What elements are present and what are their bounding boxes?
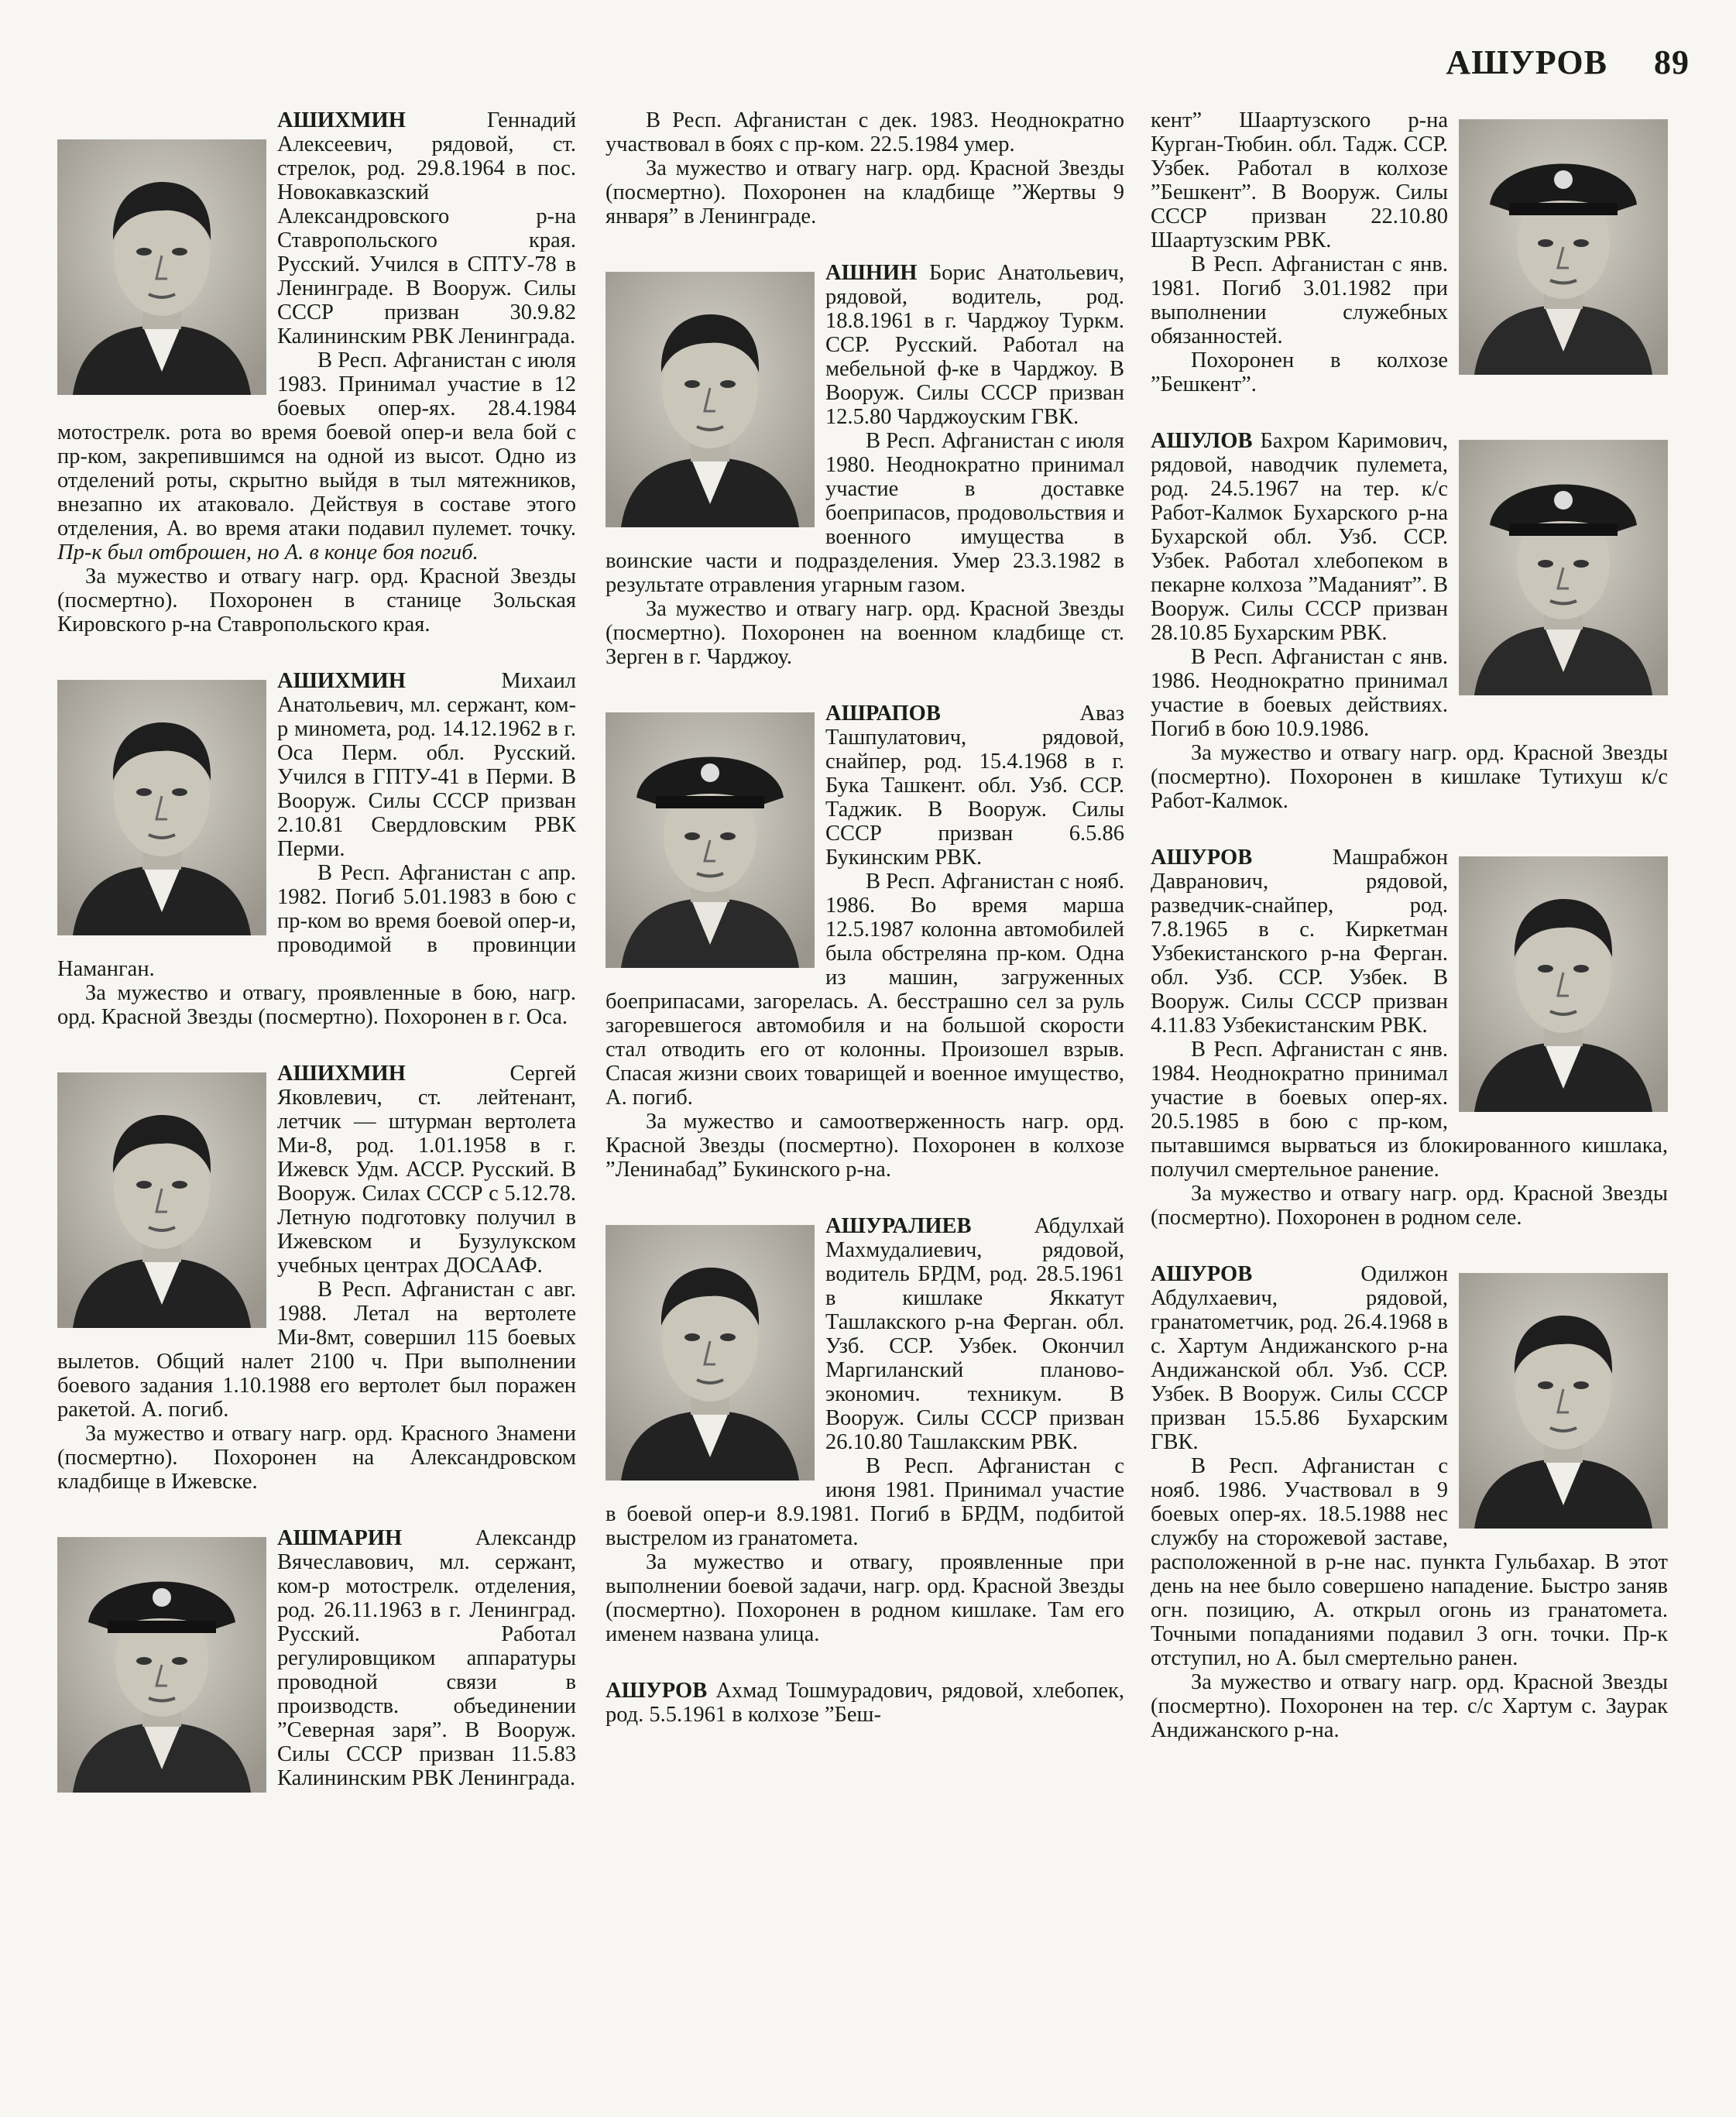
entry-award: За мужество и отвагу, проявленные в бою, нагр. орд. Красной Звезды (посмертно). Похоронен в г. Оса. <box>57 981 576 1029</box>
entry-ashurov-akhmad <box>606 1679 1124 1727</box>
photo <box>57 139 266 395</box>
entry-name: АШНИН <box>825 261 918 285</box>
entry-name: АШУЛОВ <box>1151 429 1253 453</box>
photo <box>57 1072 266 1328</box>
photo <box>1459 119 1668 375</box>
entry-ashulov <box>1151 429 1668 813</box>
entry-ashikhmin-sergey <box>57 1062 576 1494</box>
entry-award: За мужество и отвагу нагр. орд. Красной Звезды (посмертно). Похоронен на военном кладбище ст. Зерген в г. Чарджоу. <box>606 597 1124 669</box>
entry-bio: Абдулхай Махмудалиевич, рядовой, водитель БРДМ, род. 28.5.1961 в кишлаке Яккатут Ташлакского р-на Ферган. обл. Узб. ССР. Узбек. Окончил Маргиланский планово-экономич. техникум. В Вооруж. Силы СССР призван 26.10.80 Ташлакским РВК. <box>825 1214 1124 1454</box>
portrait-image <box>1459 119 1668 375</box>
entry-name: АШУРОВ <box>1151 846 1253 870</box>
photo <box>57 680 266 935</box>
entry-award: За мужество и самоотверженность нагр. орд. Красной Звезды (посмертно). Похоронен в колхозе ”Ленинабад” Букинского р-на. <box>606 1110 1124 1182</box>
header-title: АШУРОВ <box>1446 43 1607 81</box>
entry-bio: Михаил Анатольевич, мл. сержант, ком-р миномета, род. 14.12.1962 в г. Оса Перм. обл. Русский. Учился в ГПТУ-41 в Перми. В Вооруж. Силы СССР призван 2.10.81 Свердловским РВК Перми. <box>277 669 576 861</box>
entry-name: АШИХМИН <box>277 669 406 693</box>
entry-award: За мужество и отвагу нагр. орд. Красной Звезды (посмертно). Похоронен на кладбище ”Жертвы 9 января” в Ленинграде. <box>606 156 1124 228</box>
column-1 <box>57 108 576 1823</box>
portrait-image <box>57 680 266 935</box>
photo <box>606 712 815 968</box>
column-3 <box>1151 108 1668 1775</box>
photo <box>57 1537 266 1793</box>
portrait-image <box>606 272 815 527</box>
entry-service: В Респ. Афганистан с апр. 1982. Погиб 5.01.1983 в бою с пр-ком во время боевой опер-и, проводимой в провинции Наманган. <box>57 861 576 981</box>
portrait-image <box>1459 1273 1668 1529</box>
entry-award: За мужество и отвагу, проявленные при выполнении боевой задачи, нагр. орд. Красной Звезды (посмертно). Похоронен в родном кишлаке. Там его именем названа улица. <box>606 1550 1124 1646</box>
entry-name: АШУРАЛИЕВ <box>825 1214 972 1238</box>
entry-bio: Александр Вячеславович, мл. сержант, ком-р мотострелк. отделения, род. 26.11.1963 в г. Ленинград. Русский. Работал регулировщиком аппаратуры проводной связи в производств. объединении ”Северная заря”. В Вооруж. Силы СССР призван 11.5.83 Калининским РВК Ленинграда. <box>277 1526 576 1790</box>
entry-award: За мужество и отвагу нагр. орд. Красного Знамени (посмертно). Похоронен на Александровском кладбище в Ижевске. <box>57 1422 576 1494</box>
entry-service: В Респ. Афганистан с дек. 1983. Неоднократно участвовал в боях с пр-ком. 22.5.1984 умер. <box>606 108 1124 156</box>
entry-bio: Сергей Яковлевич, ст. лейтенант, летчик — штурман вертолета Ми-8, род. 1.01.1958 в г. Ижевск Удм. АССР. Русский. В Вооруж. Силах СССР с 5.12.78. Летную подготовку получил в Ижевском и Бузулукском учебных центрах ДОСААФ. <box>277 1062 576 1278</box>
entry-bio: кент” Шаартузского р-на Курган-Тюбин. обл. Тадж. ССР. Узбек. Работал в колхозе ”Бешкент”. В Вооруж. Силы СССР призван 22.10.80 Шаартузским РВК. <box>1151 108 1448 252</box>
column-2 <box>606 108 1124 1759</box>
entry-service: В Респ. Афганистан с авг. 1988. Летал на вертолете Ми-8мт, совершил 115 боевых вылетов. Общий налет 2100 ч. При выполнении боевого задания 1.10.1988 его вертолет был поражен ракетой. А. погиб. <box>57 1278 576 1422</box>
entry-service: В Респ. Афганистан с июля 1980. Неоднократно принимал участие в доставке боеприпасов, продовольствия и военного имущества в воинские части и подразделения. Умер 23.3.1982 в результате отравления угарным газом. <box>606 429 1124 597</box>
entry-name: АШМАРИН <box>277 1526 403 1550</box>
entry-service: В Респ. Афганистан с янв. 1986. Неоднократно принимал участие в боевых действиях. Погиб в бою 10.9.1986. <box>1151 645 1448 741</box>
entry-award: За мужество и отвагу нагр. орд. Красной Звезды (посмертно). Похоронен в станице Зольская Кировского р-на Ставропольского края. <box>57 564 576 636</box>
entry-service-italic: Пр-к был отброшен, но А. в конце боя погиб. <box>57 540 479 564</box>
entry-ashikhmin-mikhail <box>57 669 576 1029</box>
entry-burial: Похоронен в колхозе ”Бешкент”. <box>1151 348 1448 396</box>
photo <box>606 1225 815 1481</box>
entry-bio: Борис Анатольевич, рядовой, водитель, род. 18.8.1961 в г. Чарджоу Туркм. ССР. Русский. Работал на мебельной ф-ке в Чарджоу. В Вооруж. Силы СССР призван 12.5.80 Чарджоуским ГВК. <box>825 261 1124 429</box>
portrait-image <box>57 1537 266 1793</box>
entry-ashrapov <box>606 702 1124 1182</box>
entry-ashuraliev <box>606 1214 1124 1646</box>
entry-service: В Респ. Афганистан с янв. 1984. Неоднократно принимал участие в боевых опер-ях. 20.5.1985 в бою с пр-ком, пытавшимся вырваться из блокированного кишлака, получил смертельное ранение. <box>1151 1038 1668 1182</box>
entry-ashmarin <box>57 1526 576 1790</box>
portrait-image <box>606 1225 815 1481</box>
photo <box>606 272 815 527</box>
portrait-image <box>606 712 815 968</box>
entry-name: АШРАПОВ <box>825 702 941 726</box>
entry-bio: Ахмад Тошмурадович, рядовой, хлебопек, род. 5.5.1961 в колхозе ”Беш- <box>606 1679 1125 1727</box>
entry-ashikhmin-gennadiy <box>57 108 576 636</box>
photo <box>1459 440 1668 695</box>
entry-name: АШИХМИН <box>277 108 406 132</box>
entry-ashnin <box>606 261 1124 669</box>
entry-service: В Респ. Афганистан с июня 1981. Принимал участие в боевой опер-и 8.9.1981. Погиб в БРДМ, подбитой выстрелом из гранатомета. <box>606 1454 1124 1550</box>
entry-service: В Респ. Афганистан с нояб. 1986. Во время марша 12.5.1987 колонна автомобилей была обстреляна пр-ком. Одна из машин, загруженных боеприпасами, загорелась. А. бесстрашно сел за руль загоревшегося автомобиля и на большой скорости стал отводить его от колонны. Произошел взрыв. Спасая жизни своих товарищей и военное имущество, А. погиб. <box>606 870 1124 1110</box>
entry-ashurov-mashrabzhon <box>1151 846 1668 1230</box>
entry-service: В Респ. Афганистан с нояб. 1986. Участвовал в 9 боевых опер-ях. 18.5.1988 нес службу на сторожевой заставе, расположенной в р-не нас. пункта Гульбахар. В этот день на нее было совершено нападение. Быстро заняв огн. позицию, А. открыл огонь из гранатомета. Точными попаданиями подавил 3 огн. точки. Пр-к отступил, но А. был смертельно ранен. <box>1151 1454 1668 1670</box>
portrait-image <box>57 139 266 395</box>
entry-service: В Респ. Афганистан с янв. 1981. Погиб 3.01.1982 при выполнении служебных обязанностей. <box>1151 252 1448 348</box>
entry-bio: Машрабжон Давранович, рядовой, разведчик-снайпер, род. 7.8.1965 в с. Киркетман Узбекистанского р-на Ферган. обл. Узб. ССР. Узбек. В Вооруж. Силы СССР призван 4.11.83 Узбекистанским РВК. <box>1151 846 1448 1038</box>
entry-award: За мужество и отвагу нагр. орд. Красной Звезды (посмертно). Похоронен в кишлаке Тутихуш к/с Работ-Калмок. <box>1151 741 1668 813</box>
entry-bio: Аваз Ташпулатович, рядовой, снайпер, род. 15.4.1968 в г. Бука Ташкент. обл. Узб. ССР. Таджик. В Вооруж. Силы СССР призван 6.5.86 Букинским РВК. <box>825 702 1124 870</box>
entry-name: АШУРОВ <box>606 1679 708 1703</box>
page-number: 89 <box>1654 43 1690 81</box>
portrait-image <box>1459 856 1668 1112</box>
entry-award: За мужество и отвагу нагр. орд. Красной Звезды (посмертно). Похоронен в родном селе. <box>1151 1182 1668 1230</box>
portrait-image <box>57 1072 266 1328</box>
entry-bio: Одилжон Абдулхаевич, рядовой, гранатометчик, род. 26.4.1968 в с. Хартум Андижанского р-на Андижанской обл. Узб. ССР. Узбек. В Вооруж. Силы СССР призван 15.5.86 Бухарским ГВК. <box>1151 1262 1448 1454</box>
entry-ashmarin-continued <box>606 108 1124 228</box>
entry-bio: Геннадий Алексеевич, рядовой, ст. стрелок, род. 29.8.1964 в пос. Новокавказский Александровского р-на Ставропольского края. Русский. Учился в СПТУ-78 в Ленинграде. В Вооруж. Силы СССР призван 30.9.82 Калининским РВК Ленинграда. <box>277 108 576 348</box>
entry-ashurov-akhmad-continued <box>1151 108 1668 396</box>
entry-ashurov-odilzhon <box>1151 1262 1668 1742</box>
photo <box>1459 1273 1668 1529</box>
photo <box>1459 856 1668 1112</box>
entry-name: АШИХМИН <box>277 1062 406 1086</box>
portrait-image <box>1459 440 1668 695</box>
entry-bio: Бахром Каримович, рядовой, наводчик пулемета, род. 24.5.1967 на тер. к/с Работ-Калмок Бухарского р-на Бухарской обл. Узб. ССР. Узбек. Работал хлебопеком в пекарне колхоза ”Маданият”. В Вооруж. Силы СССР призван 28.10.85 Бухарским РВК. <box>1151 429 1449 645</box>
running-header <box>1084 43 1690 82</box>
entry-service: В Респ. Афганистан с июля 1983. Принимал участие в 12 боевых опер-ях. 28.4.1984 мотострелк. рота во время боевой опер-и вела бой с пр-ком, закрепившимся на одной из высот. Одно из отделений роты, скрытно выйдя в тыл мятежников, внезапно их атаковало. Действуя в составе этого отделения, А. во время атаки подавил пулемет. точку. <box>57 348 576 540</box>
entry-award: За мужество и отвагу нагр. орд. Красной Звезды (посмертно). Похоронен на тер. с/с Хартум с. Заурак Андижанского р-на. <box>1151 1670 1668 1742</box>
entry-name: АШУРОВ <box>1151 1262 1253 1286</box>
